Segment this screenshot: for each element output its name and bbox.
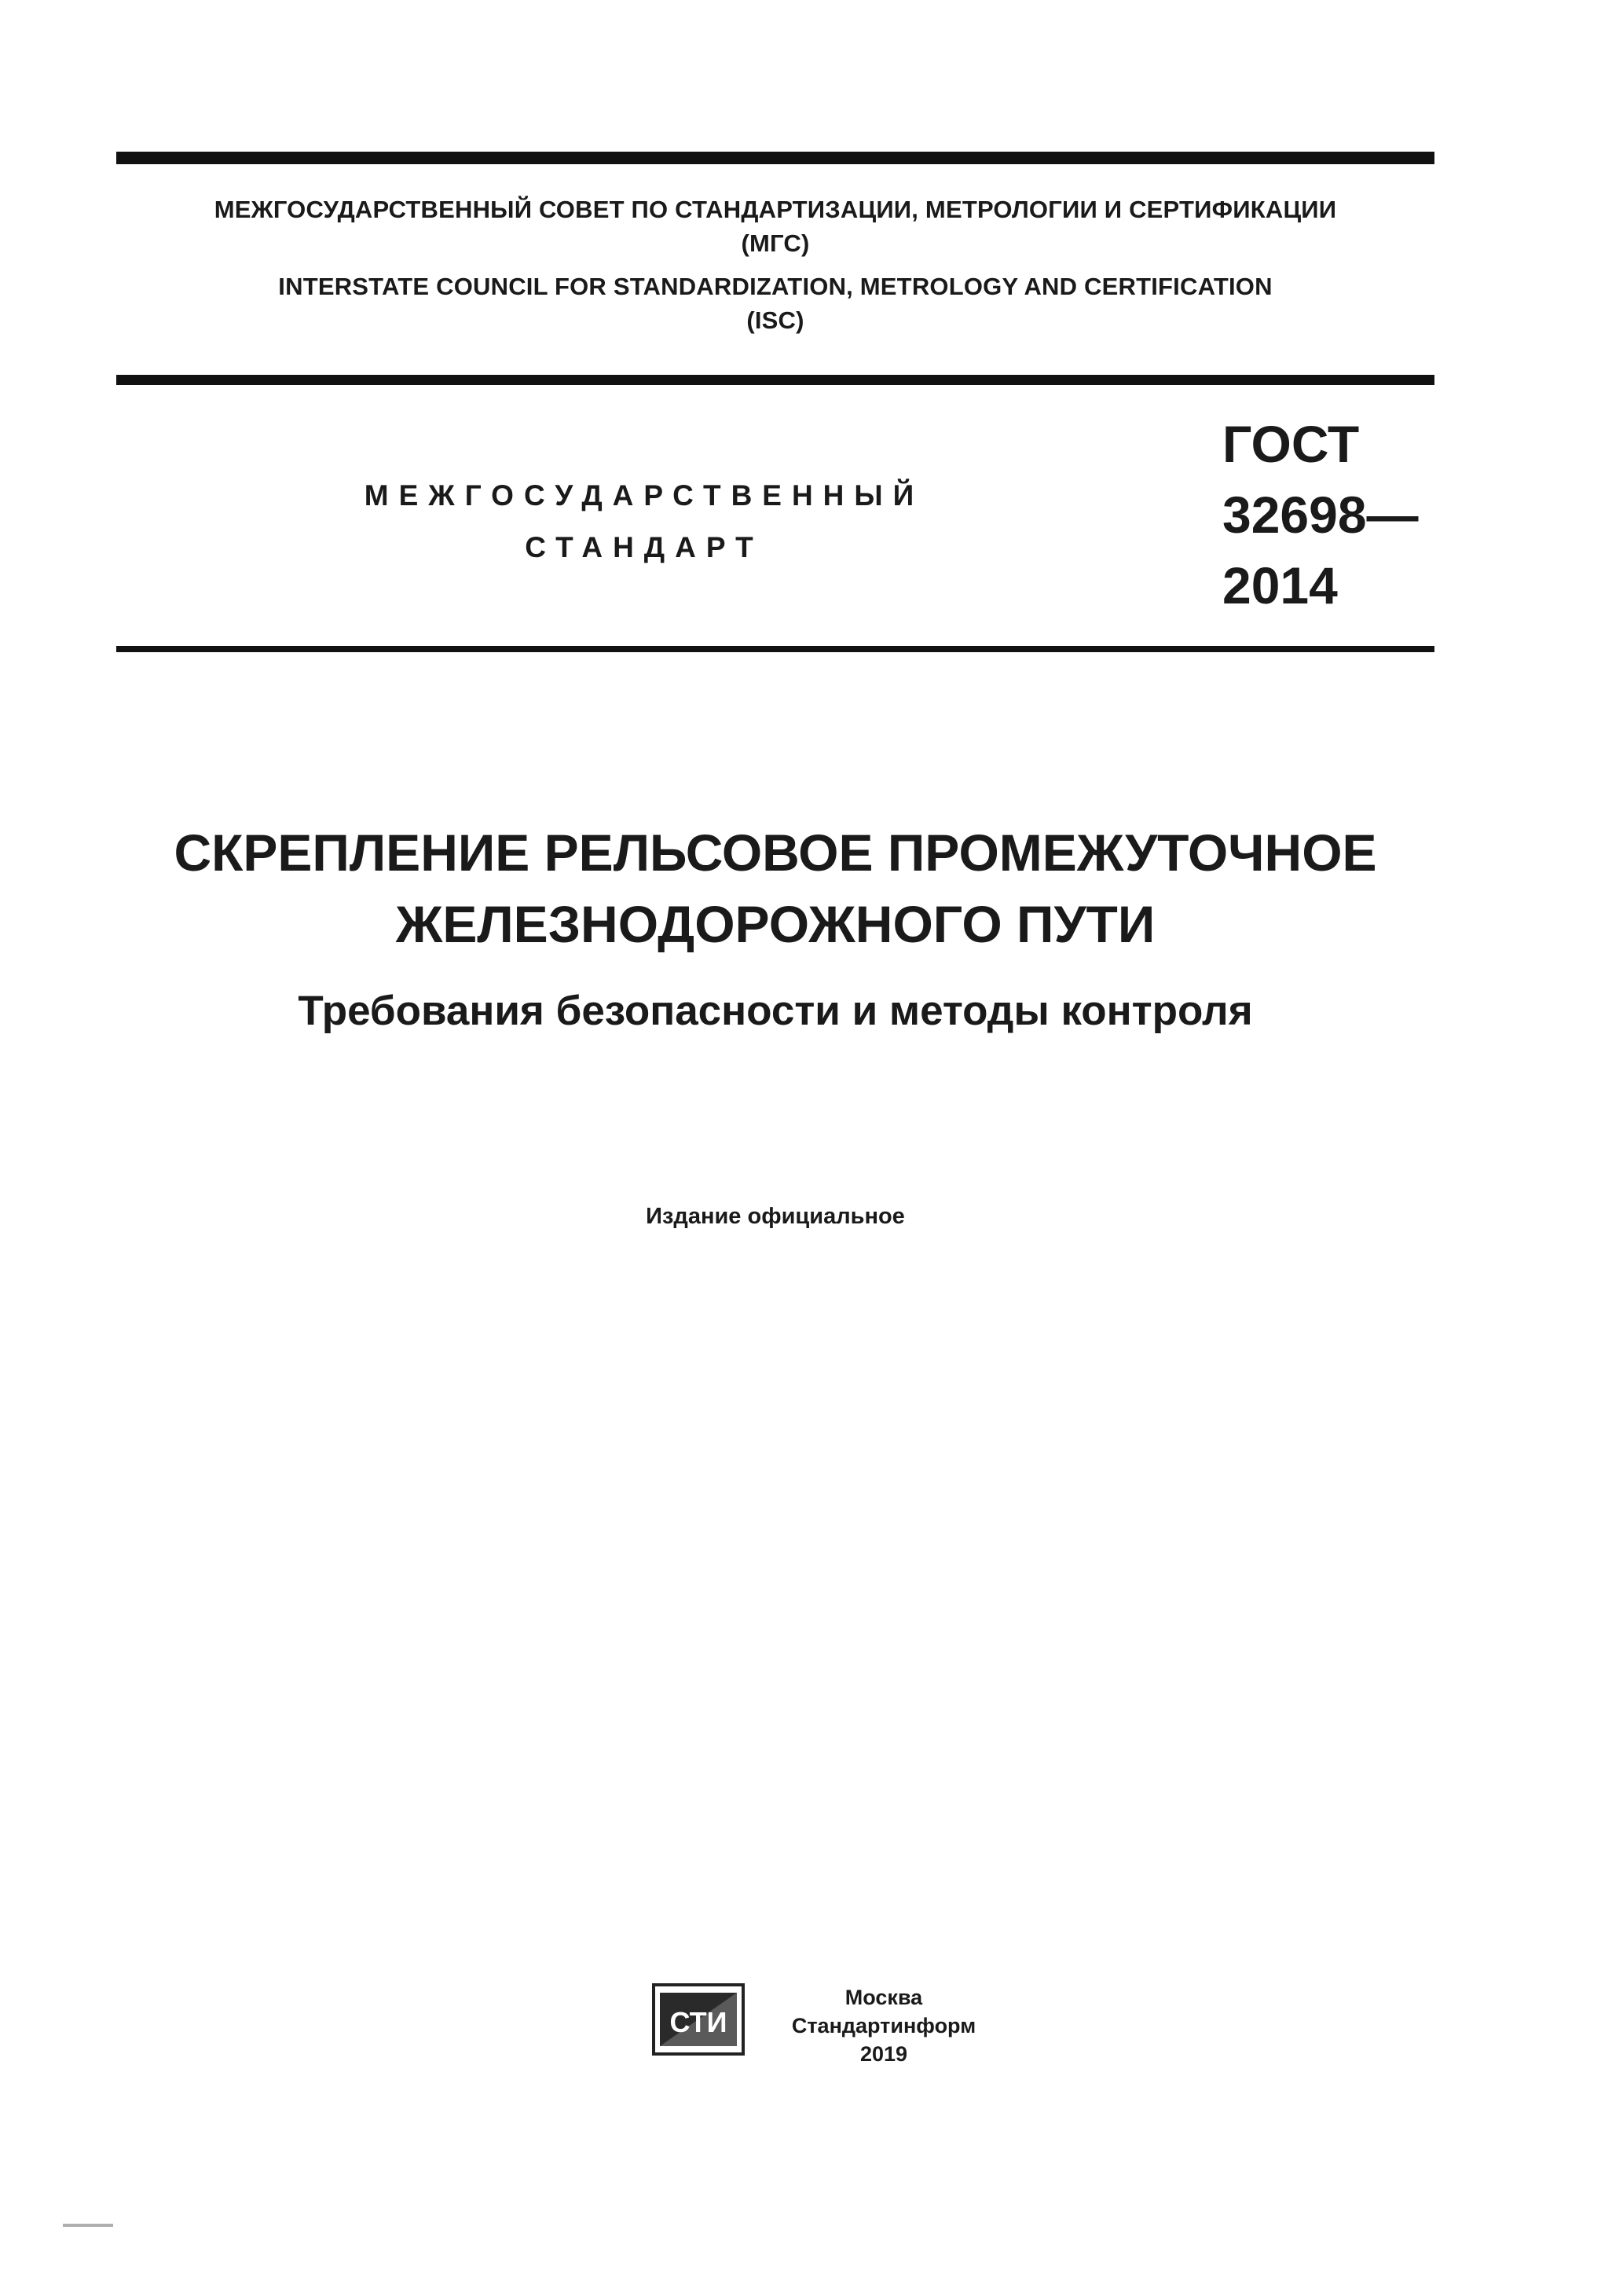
logo-lettering: СТИ	[669, 2006, 727, 2038]
gost-code-line1: ГОСТ	[1222, 415, 1360, 473]
margin-mark	[63, 2224, 113, 2227]
publisher-city: Москва	[844, 1986, 923, 2009]
publisher-year: 2019	[859, 2042, 908, 2066]
gost-code	[1222, 409, 1442, 621]
council-header	[116, 193, 1434, 337]
standard-kind-line1: МЕЖГОСУДАРСТВЕННЫЙ	[364, 479, 925, 512]
standard-kind-line2: СТАНДАРТ	[525, 531, 764, 563]
document-title	[116, 817, 1434, 960]
council-name-en: INTERSTATE COUNCIL FOR STANDARDIZATION, METROLOGY AND CERTIFICATION	[278, 273, 1273, 300]
council-name-ru: МЕЖГОСУДАРСТВЕННЫЙ СОВЕТ ПО СТАНДАРТИЗАЦИИ, МЕТРОЛОГИИ И СЕРТИФИКАЦИИ	[214, 196, 1337, 223]
document-subtitle: Требования безопасности и методы контроля	[298, 988, 1253, 1034]
middle-rule	[116, 375, 1434, 385]
council-abbr-en: (ISC)	[746, 306, 804, 334]
bottom-rule	[116, 646, 1434, 652]
standartinform-logo-icon	[652, 1983, 745, 2056]
publisher-block	[786, 1983, 982, 2068]
top-rule	[116, 152, 1434, 164]
standard-kind	[314, 470, 974, 574]
gost-code-line3: 2014	[1222, 556, 1338, 614]
document-title-line1: СКРЕПЛЕНИЕ РЕЛЬСОВОЕ ПРОМЕЖУТОЧНОЕ	[174, 823, 1377, 882]
edition-label: Издание официальное	[646, 1204, 905, 1229]
council-abbr-ru: (МГС)	[741, 229, 810, 257]
publisher-name: Стандартинформ	[791, 2014, 976, 2037]
document-title-line2: ЖЕЛЕЗНОДОРОЖНОГО ПУТИ	[395, 895, 1156, 953]
gost-code-line2: 32698—	[1222, 486, 1419, 544]
